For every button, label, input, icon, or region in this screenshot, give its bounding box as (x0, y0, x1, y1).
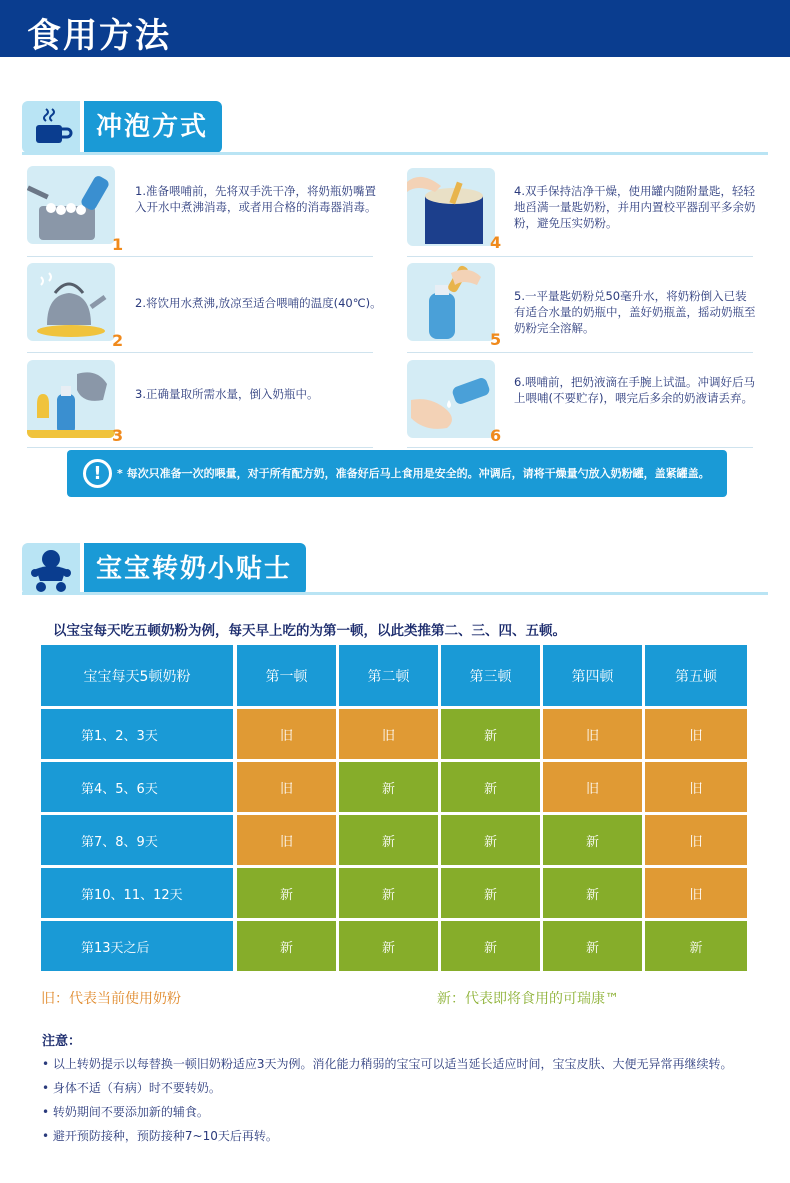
step-image-2 (27, 263, 115, 341)
divider (27, 352, 373, 353)
step-text-3: 3.正确量取所需水量，倒入奶瓶中。 (135, 387, 319, 401)
table-header-cell: 第三顿 (441, 645, 540, 706)
step-text-2: 2.将饮用水煮沸,放凉至适合喂哺的温度(40℃)。 (135, 296, 382, 310)
table-cell: 新 (645, 921, 747, 971)
step-number-2: 2 (112, 331, 124, 350)
baby-icon (22, 543, 80, 595)
table-cell: 新 (543, 815, 642, 865)
step-image-3 (27, 360, 115, 438)
table-cell: 旧 (237, 815, 336, 865)
step-number-1: 1 (112, 235, 124, 254)
step-image-1 (27, 166, 115, 244)
section-title-box (84, 101, 222, 153)
table-header-cell: 第五顿 (645, 645, 747, 706)
table-cell: 新 (543, 921, 642, 971)
step-number-5: 5 (490, 330, 502, 349)
table-cell: 新 (339, 868, 438, 918)
table-cell: 旧 (645, 868, 747, 918)
divider (27, 256, 373, 257)
divider (22, 592, 768, 595)
table-header-cell: 第二顿 (339, 645, 438, 706)
page-title: 食用方法 (27, 16, 171, 56)
note-item: • 避开预防接种，预防接种7~10天后再转。 (42, 1129, 278, 1143)
divider (407, 256, 753, 257)
step-image-6 (407, 360, 495, 438)
step-text-4: 4.双手保持洁净干燥，使用罐内随附量匙，轻轻地舀满一量匙奶粉，并用内置校平器刮平多余奶粉，避免压实奶粉。 (514, 184, 756, 230)
notice-text: * 每次只准备一次的喂量，对于所有配方奶，准备好后马上食用是安全的。冲调后，请将干燥量勺放入奶粉罐，盖紧罐盖。 (117, 467, 710, 480)
section-title-box (84, 543, 306, 595)
page-header (0, 0, 790, 57)
table-cell: 旧 (237, 709, 336, 759)
divider (407, 352, 753, 353)
table-cell: 新 (441, 921, 540, 971)
cup-icon (22, 101, 80, 153)
switching-schedule-table (41, 645, 747, 973)
divider (407, 447, 753, 448)
switching-intro: 以宝宝每天吃五顿奶粉为例，每天早上吃的为第一顿，以此类推第二、三、四、五顿。 (53, 623, 566, 639)
step-text-5: 5.一平量匙奶粉兑50毫升水，将奶粉倒入已装有适合水量的奶瓶中，盖好奶瓶盖，摇动奶瓶至奶粉完全溶解。 (514, 289, 756, 335)
table-cell: 新 (543, 868, 642, 918)
table-cell: 新 (339, 921, 438, 971)
table-header-cell: 第四顿 (543, 645, 642, 706)
section-title: 冲泡方式 (96, 112, 209, 142)
section-title: 宝宝转奶小贴士 (96, 554, 293, 584)
divider (27, 447, 373, 448)
table-cell: 新 (237, 921, 336, 971)
table-cell: 新 (441, 709, 540, 759)
step-number-3: 3 (112, 426, 124, 445)
step-image-4 (407, 168, 495, 246)
step-text-1: 1.准备喂哺前，先将双手洗干净，将奶瓶奶嘴置入开水中煮沸消毒，或者用合格的消毒器消毒。 (135, 184, 377, 214)
step-image-5 (407, 263, 495, 341)
table-header-cell: 宝宝每天5顿奶粉 (41, 645, 233, 706)
table-header-cell: 第一顿 (237, 645, 336, 706)
table-cell: 新 (339, 815, 438, 865)
note-item: • 转奶期间不要添加新的辅食。 (42, 1105, 209, 1119)
table-cell: 旧 (543, 709, 642, 759)
table-cell: 新 (339, 762, 438, 812)
legend-old: 旧：代表当前使用奶粉 (41, 991, 181, 1007)
table-cell: 旧 (339, 709, 438, 759)
table-cell: 旧 (237, 762, 336, 812)
table-row-label: 第4、5、6天 (41, 762, 233, 812)
table-row-label: 第10、11、12天 (41, 868, 233, 918)
table-row-label: 第1、2、3天 (41, 709, 233, 759)
legend-new: 新：代表即将食用的可瑞康™ (437, 991, 619, 1007)
table-cell: 旧 (645, 815, 747, 865)
table-cell: 新 (237, 868, 336, 918)
notes-title: 注意： (42, 1034, 82, 1049)
step-number-4: 4 (490, 233, 502, 252)
note-item: • 身体不适（有病）时不要转奶。 (42, 1081, 221, 1095)
table-cell: 新 (441, 762, 540, 812)
table-cell: 旧 (645, 762, 747, 812)
step-number-6: 6 (490, 426, 502, 445)
table-cell: 新 (441, 868, 540, 918)
divider (22, 152, 768, 155)
table-row-label: 第7、8、9天 (41, 815, 233, 865)
exclamation-icon: ! (83, 459, 112, 488)
table-cell: 新 (441, 815, 540, 865)
note-item: • 以上转奶提示以每替换一顿旧奶粉适应3天为例。消化能力稍弱的宝宝可以适当延长适应时间，宝宝皮肤、大便无异常再继续转。 (42, 1057, 733, 1071)
table-cell: 旧 (543, 762, 642, 812)
table-cell: 旧 (645, 709, 747, 759)
table-row-label: 第13天之后 (41, 921, 233, 971)
step-text-6: 6.喂哺前，把奶液滴在手腕上试温。冲调好后马上喂哺(不要贮存)，喂完后多余的奶液请丢弃。 (514, 375, 755, 405)
notice-banner (67, 450, 727, 497)
